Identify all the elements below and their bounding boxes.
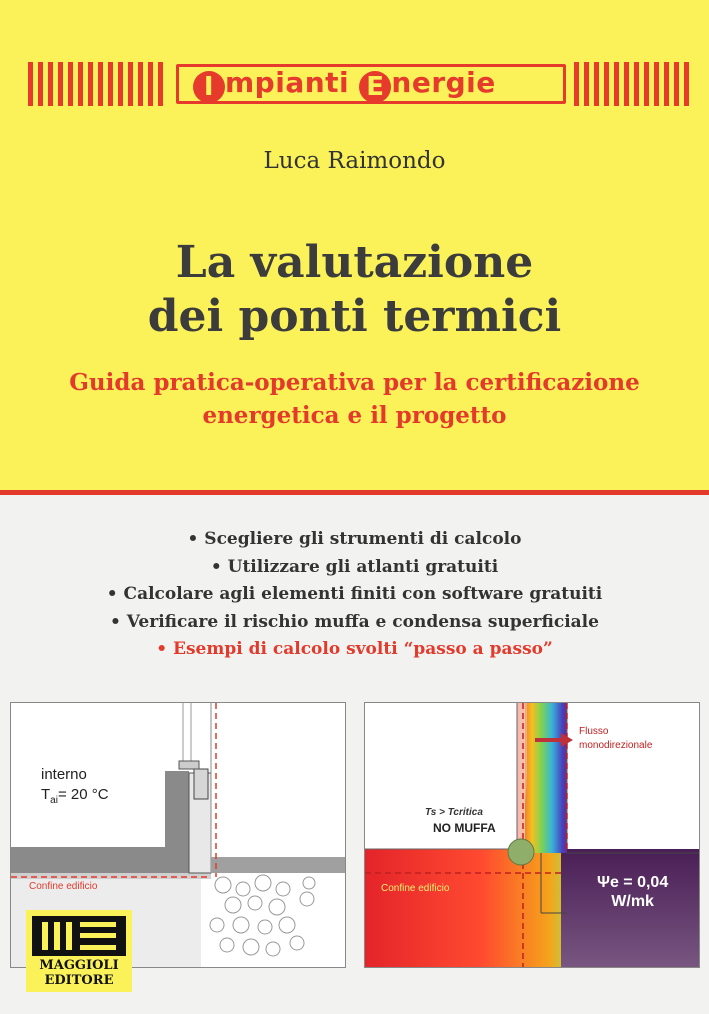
publisher-name: MAGGIOLI EDITORE xyxy=(39,958,119,988)
list-item: • Calcolare agli elementi finiti con software gratuiti xyxy=(106,584,603,604)
critical-temperature-condition: Ts > Tcritica xyxy=(425,807,483,818)
divider-line xyxy=(0,490,709,495)
psi-value: Ψe = 0,04 W/mk xyxy=(597,874,669,910)
list-item: • Scegliere gli strumenti di calcolo xyxy=(187,529,522,549)
book-subtitle xyxy=(0,366,709,432)
interior-label: interno xyxy=(41,766,87,783)
series-bars-left xyxy=(28,62,163,106)
series-title: I mpianti E nergie xyxy=(193,66,496,103)
list-item: • Utilizzare gli atlanti gratuiti xyxy=(210,556,499,577)
flow-label: Flusso monodirezionale xyxy=(579,726,653,751)
thermal-simulation-figure xyxy=(364,702,700,968)
boundary-label: Confine edificio xyxy=(29,881,98,892)
list-item: • Verificare il rischio muffa e condensa superficiale xyxy=(110,611,599,632)
book-title xyxy=(0,236,709,344)
author: Luca Raimondo xyxy=(263,148,446,174)
publisher-logo xyxy=(26,910,132,992)
interior-temperature: $T_{ai}= 20$ °C xyxy=(41,786,109,806)
publisher-mark-icon xyxy=(32,916,126,956)
boundary-label: Confine edificio xyxy=(381,883,450,894)
subtitle-line-1: Guida pratica-operativa per la certificazione xyxy=(69,369,640,396)
list-item: • Esempi di calcolo svolti “passo a passo” xyxy=(156,639,553,659)
no-mould-label: NO MUFFA xyxy=(433,821,496,835)
title-line-2: dei ponti termici xyxy=(147,291,562,342)
series-logo xyxy=(28,62,682,108)
title-line-1: La valutazione xyxy=(175,237,534,288)
series-bars-right xyxy=(574,62,689,106)
subtitle-line-2: energetica e il progetto xyxy=(202,402,507,429)
feature-list xyxy=(0,526,709,664)
